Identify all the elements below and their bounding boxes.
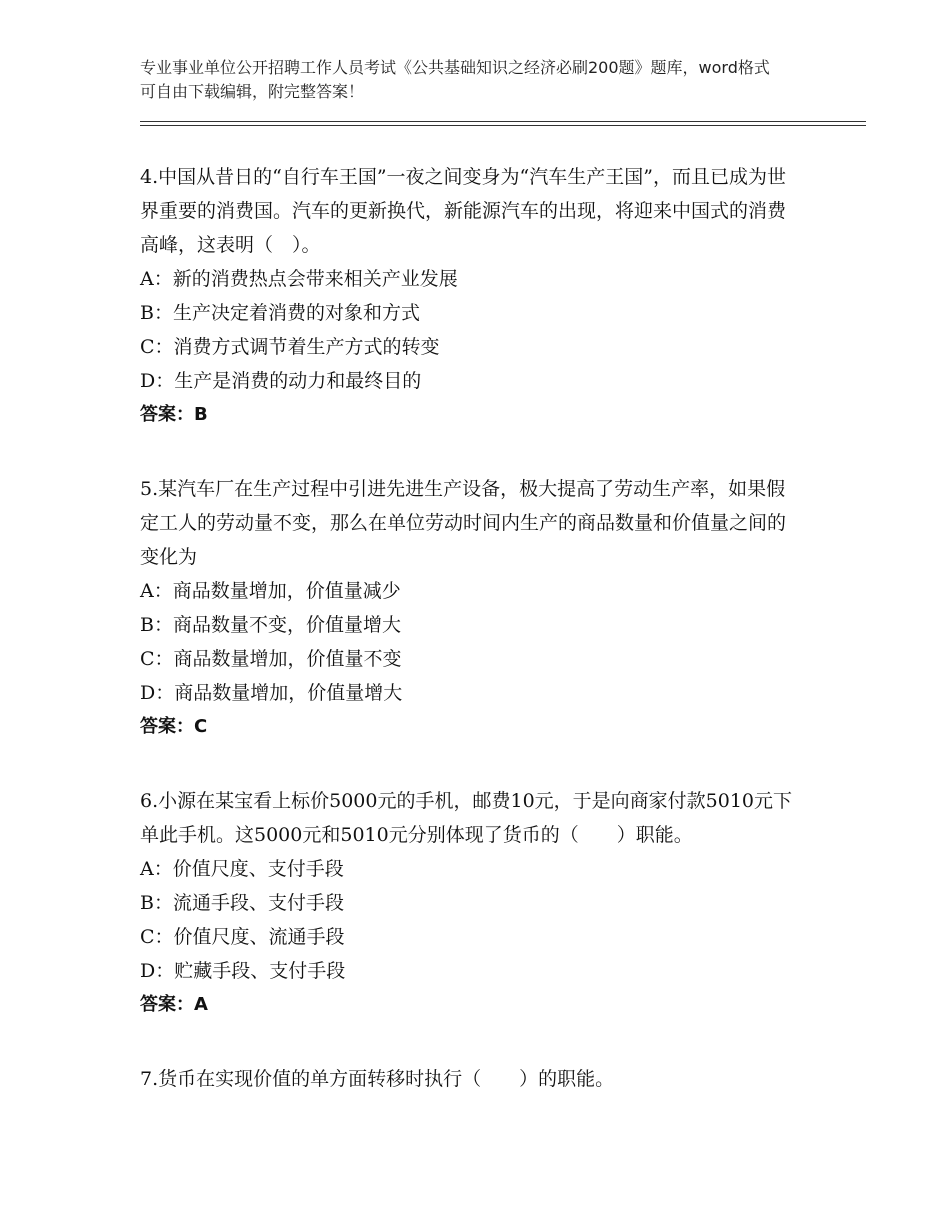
option-c: C：价值尺度、流通手段 bbox=[140, 926, 345, 948]
option-d: D：商品数量增加，价值量增大 bbox=[140, 682, 403, 704]
answer: 答案：A bbox=[140, 994, 208, 1015]
option-b: B：流通手段、支付手段 bbox=[140, 892, 344, 914]
question-7 bbox=[140, 1062, 800, 1096]
option-a: A：价值尺度、支付手段 bbox=[140, 858, 344, 880]
option-b: B：生产决定着消费的对象和方式 bbox=[140, 302, 420, 324]
option-a: A：新的消费热点会带来相关产业发展 bbox=[140, 268, 458, 290]
question-5 bbox=[140, 472, 800, 744]
answer: 答案：C bbox=[140, 716, 208, 737]
answer: 答案：B bbox=[140, 404, 208, 425]
question-4 bbox=[140, 160, 800, 432]
option-c: C：商品数量增加，价值量不变 bbox=[140, 648, 402, 670]
header-divider bbox=[140, 121, 866, 126]
option-b: B：商品数量不变，价值量增大 bbox=[140, 614, 401, 636]
question-stem: 4.中国从昔日的“自行车王国”一夜之间变身为“汽车生产王国”，而且已成为世界重要的消费国。汽车的更新换代，新能源汽车的出现，将迎来中国式的消费高峰，这表明（ ）。 bbox=[140, 166, 787, 256]
question-stem: 7.货币在实现价值的单方面转移时执行（ ）的职能。 bbox=[140, 1068, 615, 1090]
option-d: D：生产是消费的动力和最终目的 bbox=[140, 370, 422, 392]
option-d: D：贮藏手段、支付手段 bbox=[140, 960, 346, 982]
question-list bbox=[140, 160, 800, 1136]
question-stem: 5.某汽车厂在生产过程中引进先进生产设备，极大提高了劳动生产率，如果假定工人的劳动量不变，那么在单位劳动时间内生产的商品数量和价值量之间的变化为 bbox=[140, 478, 787, 568]
page-header: 专业事业单位公开招聘工作人员考试《公共基础知识之经济必刷200题》题库，word格式可自由下载编辑，附完整答案！ bbox=[140, 58, 770, 101]
question-6 bbox=[140, 784, 800, 1022]
option-c: C：消费方式调节着生产方式的转变 bbox=[140, 336, 440, 358]
option-a: A：商品数量增加，价值量减少 bbox=[140, 580, 401, 602]
question-stem: 6.小源在某宝看上标价5000元的手机，邮费10元，于是向商家付款5010元下单此手机。这5000元和5010元分别体现了货币的（ ）职能。 bbox=[140, 790, 793, 846]
